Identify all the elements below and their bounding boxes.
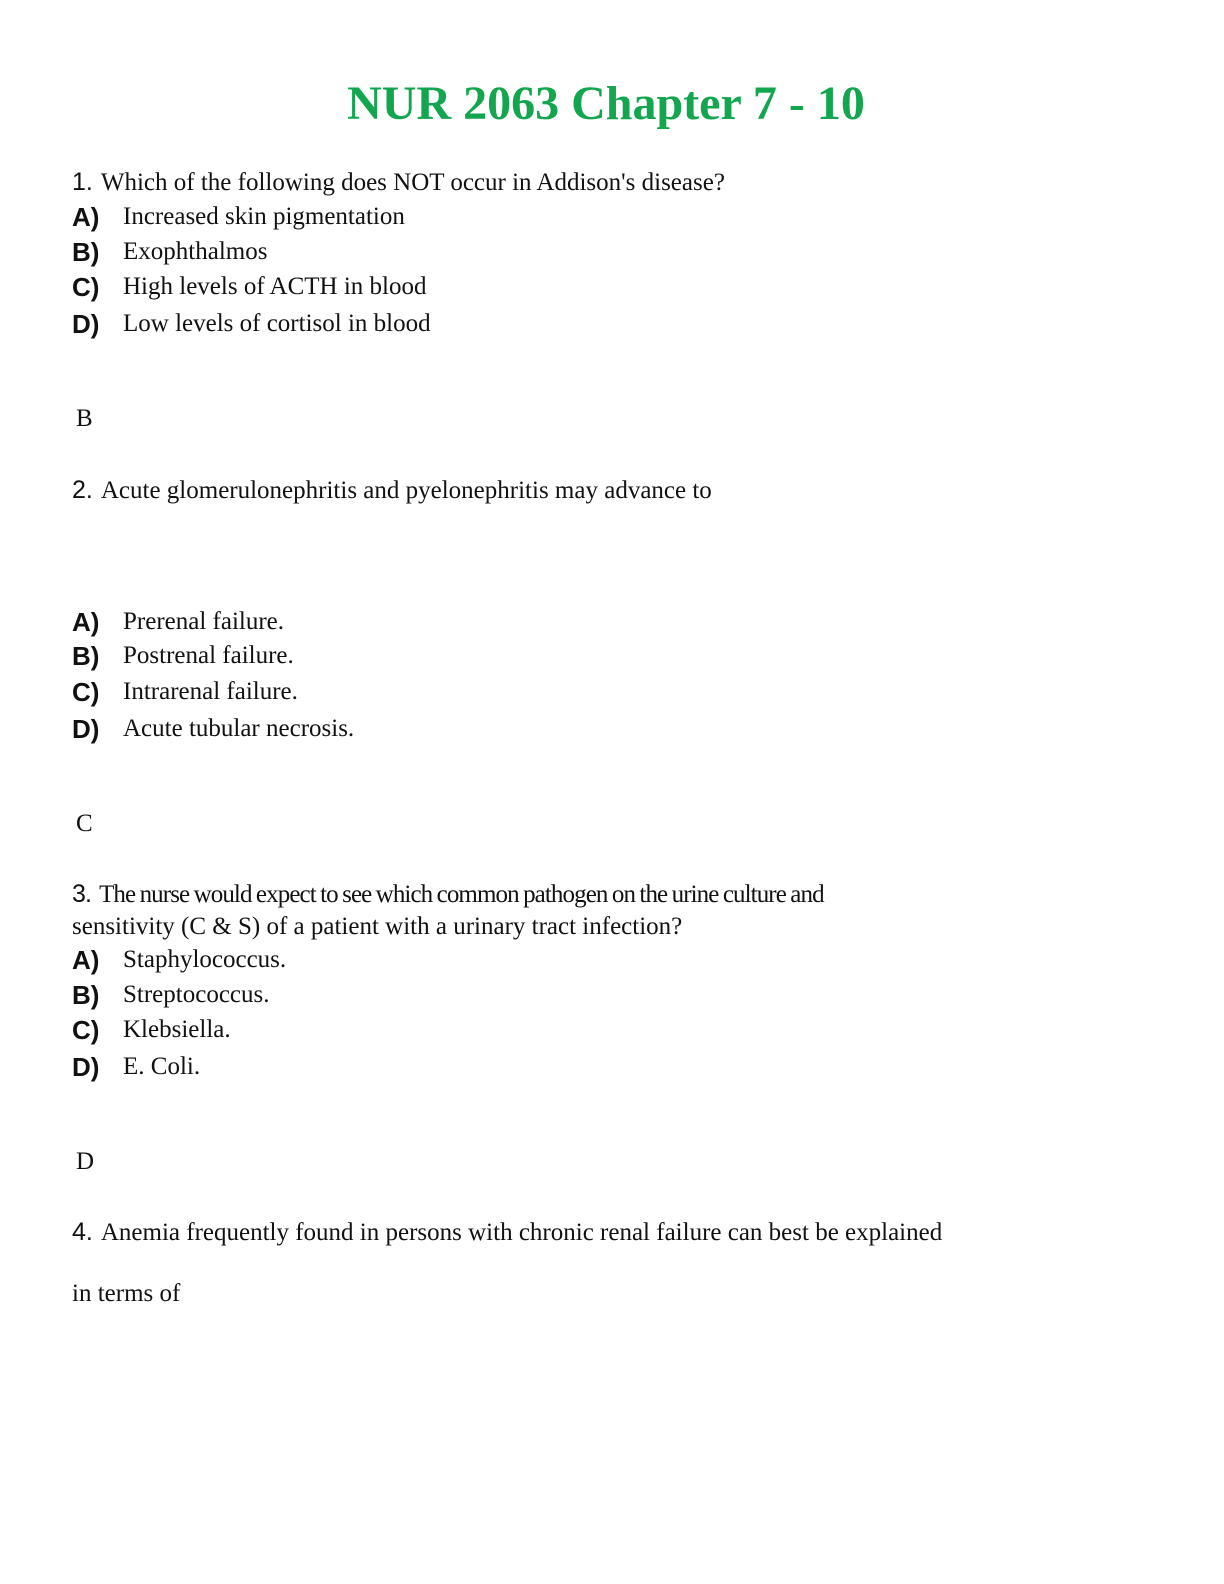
option-letter: C) bbox=[72, 677, 100, 707]
answer-key: D bbox=[76, 1148, 95, 1175]
question-number: 1. bbox=[72, 168, 93, 196]
question-text-continued: sensitivity (C & S) of a patient with a urinary tract infection? bbox=[72, 913, 683, 940]
option-text: Prerenal failure. bbox=[123, 608, 285, 635]
answer-key: C bbox=[76, 810, 93, 837]
option-text: High levels of ACTH in blood bbox=[123, 273, 427, 300]
question-text: The nurse would expect to see which common pathogen on the urine culture and bbox=[99, 881, 824, 908]
question-text: Acute glomerulonephritis and pyelonephritis may advance to bbox=[100, 477, 712, 504]
option-text: Postrenal failure. bbox=[123, 642, 294, 669]
option-letter: D) bbox=[72, 714, 100, 744]
option-text: E. Coli. bbox=[123, 1053, 201, 1080]
option-text: Staphylococcus. bbox=[123, 946, 287, 973]
option-letter: A) bbox=[72, 202, 100, 232]
question-2 bbox=[72, 475, 712, 506]
page-title: NUR 2063 Chapter 7 - 10 bbox=[347, 77, 865, 130]
option-text: Acute tubular necrosis. bbox=[123, 715, 355, 742]
question-text-continued: in terms of bbox=[72, 1280, 181, 1307]
question-number: 4. bbox=[72, 1218, 93, 1246]
answer-key: B bbox=[76, 405, 93, 432]
option-text: Low levels of cortisol in blood bbox=[123, 310, 431, 337]
option-letter: B) bbox=[72, 641, 100, 671]
option-text: Streptococcus. bbox=[123, 981, 270, 1008]
option-letter: C) bbox=[72, 272, 100, 302]
option-letter: D) bbox=[72, 309, 100, 339]
option-letter: C) bbox=[72, 1015, 100, 1045]
question-text: Anemia frequently found in persons with chronic renal failure can best be explained bbox=[100, 1219, 943, 1246]
question-text: Which of the following does NOT occur in Addison's disease? bbox=[100, 169, 725, 196]
option-text: Klebsiella. bbox=[123, 1016, 231, 1043]
option-letter: A) bbox=[72, 945, 100, 975]
option-letter: B) bbox=[72, 237, 100, 267]
question-4 bbox=[72, 1217, 942, 1248]
option-letter: B) bbox=[72, 980, 100, 1010]
question-1 bbox=[72, 167, 725, 198]
question-number: 3. bbox=[72, 880, 92, 908]
question-number: 2. bbox=[72, 476, 93, 504]
option-letter: A) bbox=[72, 607, 100, 637]
option-text: Increased skin pigmentation bbox=[123, 203, 405, 230]
option-text: Intrarenal failure. bbox=[123, 678, 298, 705]
option-letter: D) bbox=[72, 1052, 100, 1082]
question-3 bbox=[72, 879, 824, 910]
option-text: Exophthalmos bbox=[123, 238, 268, 265]
